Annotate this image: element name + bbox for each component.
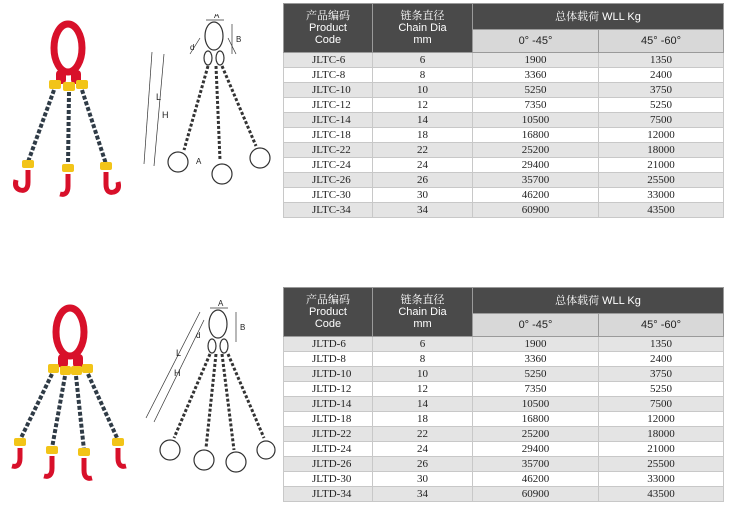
dimension-label-b: B [240, 323, 246, 332]
chain-dia: 30 [373, 188, 473, 203]
dimension-label-a: A [214, 14, 220, 20]
wll-45-60: 1350 [599, 53, 724, 68]
wll-0-45: 35700 [473, 457, 599, 472]
wll-45-60: 21000 [599, 442, 724, 457]
chain-dia: 22 [373, 427, 473, 442]
table-row [284, 98, 724, 113]
wll-0-45: 10500 [473, 113, 599, 128]
wll-45-60: 1350 [599, 337, 724, 352]
table-row [284, 158, 724, 173]
table-row [284, 457, 724, 472]
wll-45-60: 12000 [599, 412, 724, 427]
wll-0-45: 60900 [473, 203, 599, 218]
wll-45-60: 2400 [599, 352, 724, 367]
chain-icon [174, 354, 264, 450]
header-angle-45-60: 45° -60° [599, 30, 724, 53]
table-row [284, 203, 724, 218]
wll-0-45: 29400 [473, 442, 599, 457]
product-code: JLTD-24 [284, 442, 373, 457]
master-link-icon [56, 308, 84, 368]
wll-45-60: 43500 [599, 487, 724, 502]
three-leg-sling-diagram [140, 14, 280, 194]
table-row [284, 143, 724, 158]
wll-45-60: 21000 [599, 158, 724, 173]
chain-dia: 14 [373, 397, 473, 412]
product-code: JLTD-6 [284, 337, 373, 352]
header-chain-dia: 链条直径 Chain Dia mm [373, 4, 473, 53]
table-row [284, 128, 724, 143]
wll-0-45: 16800 [473, 412, 599, 427]
table-row [284, 412, 724, 427]
table-row [284, 367, 724, 382]
header-wll: 总体载荷 WLL Kg [473, 4, 724, 30]
header-angle-0-45: 0° -45° [473, 314, 599, 337]
chain-icon [184, 66, 256, 160]
wll-45-60: 18000 [599, 143, 724, 158]
product-section-3-leg [0, 0, 750, 240]
product-code: JLTC-26 [284, 173, 373, 188]
table-row [284, 53, 724, 68]
product-code: JLTC-24 [284, 158, 373, 173]
table-row [284, 487, 724, 502]
chain-icon [20, 374, 118, 450]
table-row [284, 68, 724, 83]
wll-45-60: 7500 [599, 397, 724, 412]
chain-dia: 18 [373, 128, 473, 143]
hook-icon [12, 438, 126, 478]
header-angle-45-60: 45° -60° [599, 314, 724, 337]
master-link-icon [54, 24, 82, 84]
chain-dia: 8 [373, 68, 473, 83]
wll-0-45: 10500 [473, 397, 599, 412]
hook-icon [160, 440, 275, 472]
wll-45-60: 43500 [599, 203, 724, 218]
hook-icon [16, 160, 119, 194]
table-row [284, 442, 724, 457]
header-angle-0-45: 0° -45° [473, 30, 599, 53]
table-row [284, 173, 724, 188]
dimension-label-l: L [176, 348, 182, 358]
product-code: JLTC-6 [284, 53, 373, 68]
chain-icon [28, 90, 106, 166]
dimension-label-d: d [196, 331, 201, 340]
wll-0-45: 25200 [473, 143, 599, 158]
chain-dia: 12 [373, 98, 473, 113]
wll-0-45: 1900 [473, 53, 599, 68]
wll-45-60: 5250 [599, 98, 724, 113]
dimension-label-a: A [218, 299, 224, 308]
wll-45-60: 33000 [599, 188, 724, 203]
table-row [284, 352, 724, 367]
wll-45-60: 25500 [599, 173, 724, 188]
product-code: JLTD-8 [284, 352, 373, 367]
product-code: JLTD-12 [284, 382, 373, 397]
dimension-label-d: d [190, 43, 195, 52]
four-leg-sling-photo [8, 298, 132, 482]
chain-dia: 22 [373, 143, 473, 158]
header-chain-dia: 链条直径 Chain Dia mm [373, 288, 473, 337]
wll-45-60: 5250 [599, 382, 724, 397]
chain-dia: 24 [373, 442, 473, 457]
chain-dia: 14 [373, 113, 473, 128]
spec-table-4-leg [283, 287, 724, 502]
chain-dia: 26 [373, 173, 473, 188]
table-row [284, 337, 724, 352]
product-code: JLTC-34 [284, 203, 373, 218]
collar-icon [48, 364, 93, 375]
dimension-label-h: H [162, 110, 169, 120]
product-code: JLTD-10 [284, 367, 373, 382]
dimension-label-hook-a: A [196, 157, 202, 166]
dimension-label-b: B [236, 35, 242, 44]
wll-0-45: 29400 [473, 158, 599, 173]
product-code: JLTD-34 [284, 487, 373, 502]
wll-0-45: 3360 [473, 68, 599, 83]
wll-0-45: 7350 [473, 98, 599, 113]
product-code: JLTD-26 [284, 457, 373, 472]
chain-dia: 30 [373, 472, 473, 487]
wll-0-45: 46200 [473, 188, 599, 203]
table-row [284, 382, 724, 397]
chain-dia: 34 [373, 487, 473, 502]
product-code: JLTD-14 [284, 397, 373, 412]
wll-45-60: 12000 [599, 128, 724, 143]
wll-45-60: 3750 [599, 83, 724, 98]
chain-dia: 26 [373, 457, 473, 472]
product-code: JLTD-22 [284, 427, 373, 442]
table-row [284, 427, 724, 442]
wll-0-45: 60900 [473, 487, 599, 502]
header-wll: 总体载荷 WLL Kg [473, 288, 724, 314]
header-product-code: 产品编码 Product Code [284, 288, 373, 337]
product-section-4-leg [0, 284, 750, 516]
table-row [284, 397, 724, 412]
product-code: JLTC-14 [284, 113, 373, 128]
chain-dia: 10 [373, 367, 473, 382]
collar-icon [49, 80, 88, 91]
wll-45-60: 3750 [599, 367, 724, 382]
wll-45-60: 2400 [599, 68, 724, 83]
dimension-label-l: L [156, 92, 162, 102]
wll-45-60: 25500 [599, 457, 724, 472]
wll-0-45: 3360 [473, 352, 599, 367]
wll-45-60: 33000 [599, 472, 724, 487]
product-code: JLTC-18 [284, 128, 373, 143]
product-code: JLTC-22 [284, 143, 373, 158]
wll-0-45: 1900 [473, 337, 599, 352]
product-code: JLTC-8 [284, 68, 373, 83]
chain-dia: 34 [373, 203, 473, 218]
product-code: JLTC-12 [284, 98, 373, 113]
chain-dia: 18 [373, 412, 473, 427]
chain-dia: 6 [373, 53, 473, 68]
product-code: JLTD-30 [284, 472, 373, 487]
chain-dia: 12 [373, 382, 473, 397]
product-code: JLTD-18 [284, 412, 373, 427]
wll-0-45: 35700 [473, 173, 599, 188]
table-row [284, 83, 724, 98]
wll-0-45: 5250 [473, 83, 599, 98]
chain-dia: 6 [373, 337, 473, 352]
wll-0-45: 16800 [473, 128, 599, 143]
wll-0-45: 5250 [473, 367, 599, 382]
wll-45-60: 18000 [599, 427, 724, 442]
wll-0-45: 46200 [473, 472, 599, 487]
table-row [284, 188, 724, 203]
four-leg-sling-diagram [140, 298, 280, 478]
chain-dia: 24 [373, 158, 473, 173]
wll-45-60: 7500 [599, 113, 724, 128]
header-product-code: 产品编码 Product Code [284, 4, 373, 53]
three-leg-sling-photo [8, 14, 132, 198]
wll-0-45: 25200 [473, 427, 599, 442]
spec-table-3-leg [283, 3, 724, 218]
chain-dia: 10 [373, 83, 473, 98]
table-row [284, 113, 724, 128]
product-code: JLTC-30 [284, 188, 373, 203]
product-code: JLTC-10 [284, 83, 373, 98]
chain-dia: 8 [373, 352, 473, 367]
table-row [284, 472, 724, 487]
wll-0-45: 7350 [473, 382, 599, 397]
dimension-label-h: H [174, 368, 181, 378]
